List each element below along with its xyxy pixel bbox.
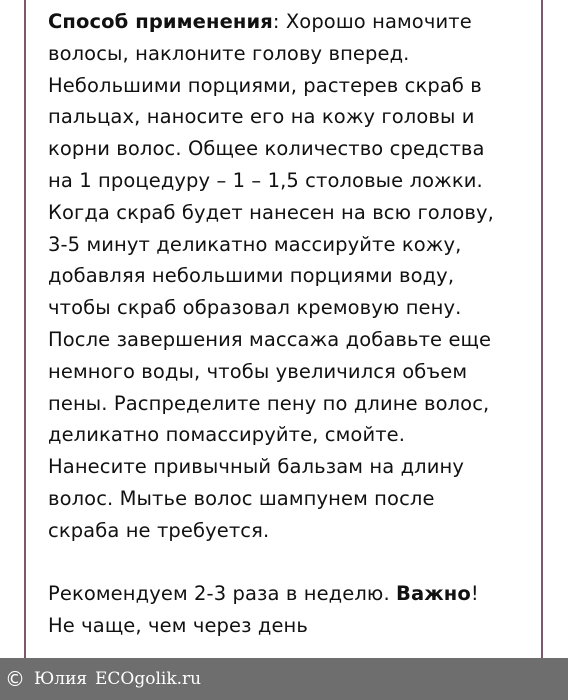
instructions-line: Небольшими порциями, растерев скраб в [48, 73, 482, 97]
instructions-line: Нанесите привычный бальзам на длину [48, 455, 464, 479]
instructions-line: пены. Распределите пену по длине волос, [48, 391, 490, 415]
instructions-line: на 1 процедуру – 1 – 1,5 столовые ложки. [48, 168, 483, 192]
recommendation-line-2: Не чаще, чем через день [48, 614, 308, 638]
recommendation-suffix: ! [470, 582, 479, 606]
instructions-first-line [48, 6, 528, 38]
recommendation-prefix: Рекомендуем 2-3 раза в неделю. [48, 582, 397, 606]
instructions-line: волосы, наклоните голову вперед. [48, 41, 410, 65]
instructions-line: чтобы скраб образовал кремовую пену. [48, 296, 462, 320]
important-label: Важно [396, 582, 471, 606]
author-name: Юлия [34, 669, 88, 689]
instructions-line: волос. Мытье волос шампунем после [48, 486, 435, 510]
instructions-line: Когда скраб будет нанесен на всю голову, [48, 200, 494, 224]
instructions-line: немного воды, чтобы увеличился объем [48, 359, 468, 383]
watermark-footer [0, 658, 568, 700]
copyright-icon: © [5, 667, 25, 691]
instructions-line: пальцах, наносите его на кожу головы и [48, 105, 475, 129]
instructions-line: 3-5 минут деликатно массируйте кожу, [48, 232, 462, 256]
site-name: ECOgolik.ru [95, 669, 202, 689]
instructions-heading-suffix: : Хорошо намочите [272, 10, 472, 33]
card-right-border [541, 0, 543, 658]
review-text-block [48, 6, 528, 642]
instructions-line: деликатно помассируйте, смойте. [48, 423, 406, 447]
instructions-line: скраба не требуется. [48, 518, 270, 542]
instructions-line: добавляя небольшими порциями воду, [48, 264, 455, 288]
paragraph-gap [48, 547, 528, 579]
instructions-line: корни волос. Общее количество средства [48, 137, 485, 161]
instructions-line: После завершения массажа добавьте еще [48, 327, 492, 351]
recommendation-line [48, 578, 528, 610]
card-left-border [24, 0, 26, 658]
instructions-heading: Способ применения [48, 10, 273, 33]
